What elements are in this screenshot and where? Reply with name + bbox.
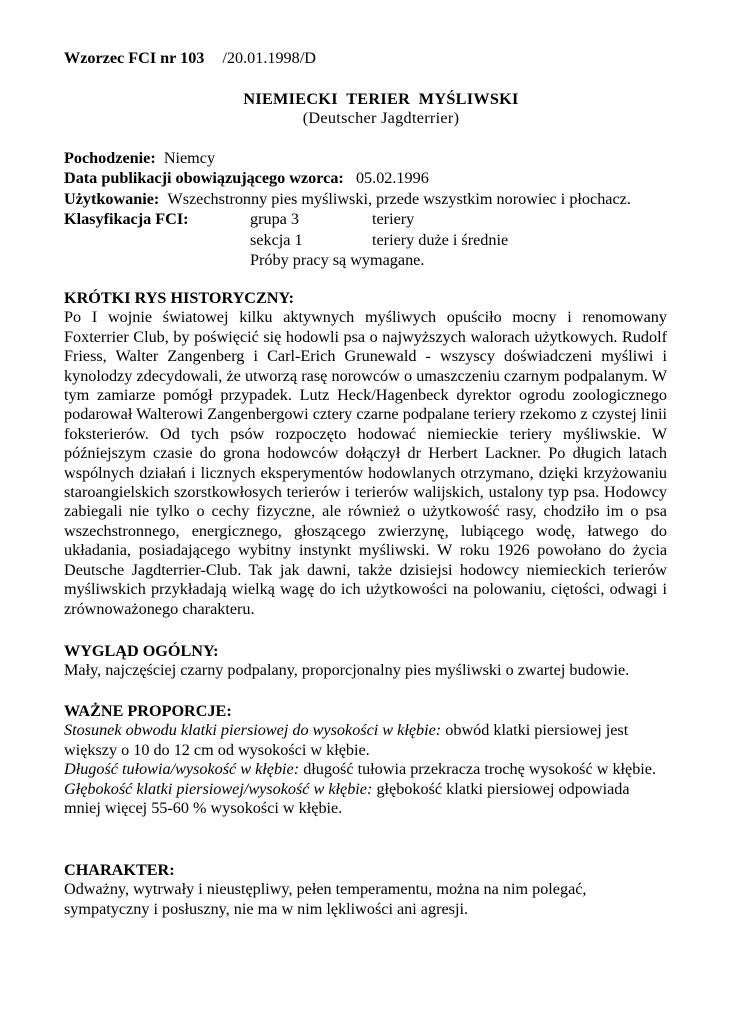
general-heading: WYGLĄD OGÓLNY: [64,642,219,660]
group-number: grupa 3 [250,210,299,229]
origin-value: Niemcy [163,149,216,167]
proportions-section [64,702,667,818]
proportion-3-text: głębokość klatki piersiowej odpowiada mniej więcej 55-60 % wysokości w kłębie. [64,779,630,818]
proportion-1-label: Stosunek obwodu klatki piersiowej do wysokości w kłębie: [64,721,442,740]
breed-title-main: NIEMIECKI TERIER MYŚLIWSKI [243,90,519,108]
breed-title [0,90,732,129]
origin-row [64,149,684,169]
history-heading: KRÓTKI RYS HISTORYCZNY: [64,289,295,307]
proportion-1 [64,721,667,760]
group-name: teriery [372,210,415,229]
history-section [64,289,667,619]
character-text: Odważny, wytrwały i nieustępliwy, pełen temperamentu, można na nim polegać, sympatyczny i posłuszny, nie ma w nim lękliwości ani agresji. [64,880,587,918]
pubdate-row [64,169,684,189]
proportion-1-text: obwód klatki piersiowej jest większy o 10 do 12 cm od wysokości w kłębie. [64,721,629,759]
classification-row-2 [64,231,684,251]
proportion-3-label: Głębokość klatki piersiowej/wysokość w kłębie: [64,779,373,798]
standard-date: /20.01.1998/D [222,49,316,67]
history-text: Po I wojnie światowej kilku aktywnych myśliwych opuściło mocny i renomowany Foxterrier Club, by poświęcić się hodowli psa o najwyższych walorach użytkowych. Rudolf Friess, Walter Zangenberg i Carl-Erich Grunewald - wszyscy doświadczeni myśliwi i kynolodzy zdecydowali, że utworzą rasę norowców o umaszczeniu czarnym podpalanym. W tym zamiarze pomógł przypadek. Lutz Heck/Hagenbeck dyrektor ogrodu zoologicznego podarował Walterowi Zangenbergowi cztery czarne podpalane teriery rzekomo z czystej linii foksterierów. Od tych psów rozpoczęto hodować niemieckie teriery myśliwskie. W późniejszym czasie do grona hodowców dołączył dr Herbert Lackner. Po długich latach wspólnych działań i licznych eksperymentów hodowlanych otrzymano, dzięki krzyżowaniu staroangielskich szorstkowłosych terierów i terierów walijskich, ustalony typ psa. Hodowcy zabiegali nie tylko o cechy fizyczne, ale również o użytkowość rasy, chodziło im o psa wszechstronnego, energicznego, głoszącego zwierzynę, lubiącego wodę, łatwego do układania, posiadającego wybitny instynkt myśliwski. W roku 1926 powołano do życia Deutsche Jagdterrier-Club. Tak jak dawni, także dzisiejsi hodowcy niemieckich terierów myśliwskich przykładają wielką wagę do ich użytkowości na polowaniu, ciętości, odwagi i zrównoważonego charakteru. [64,308,667,618]
proportion-2-label: Długość tułowia/wysokość w kłębie: [64,760,300,779]
character-section [64,861,667,919]
proportion-2 [64,760,667,779]
usage-row [64,190,684,210]
section-name: teriery duże i średnie [372,230,509,249]
character-heading: CHARAKTER: [64,861,175,879]
usage-value: Wszechstronny pies myśliwski, przede wszystkim norowiec i płochacz. [167,189,631,208]
pubdate-label: Data publikacji obowiązującego wzorca: [64,169,344,188]
general-appearance-section [64,642,667,681]
classification-label: Klasyfikacja FCI: [64,210,189,229]
breed-title-sub: (Deutscher Jagdterrier) [302,109,460,128]
proportion-2-text: długość tułowia przekracza trochę wysokość w kłębie. [299,760,657,779]
origin-label: Pochodzenie: [64,149,156,167]
proportion-3 [64,780,667,819]
working-trials: Próby pracy są wymagane. [250,250,425,269]
proportions-heading: WAŻNE PROPORCJE: [64,702,232,720]
general-text: Mały, najczęściej czarny podpalany, proporcjonalny pies myśliwski o zwartej budowie. [64,661,630,680]
classification-row-1 [64,210,684,230]
usage-label: Użytkowanie: [64,189,160,208]
classification-row-3 [64,251,684,271]
breed-meta [64,149,684,271]
pubdate-value: 05.02.1996 [355,169,429,188]
standard-header [64,49,316,68]
standard-number: Wzorzec FCI nr 103 [64,49,205,67]
section-number: sekcja 1 [250,230,303,249]
